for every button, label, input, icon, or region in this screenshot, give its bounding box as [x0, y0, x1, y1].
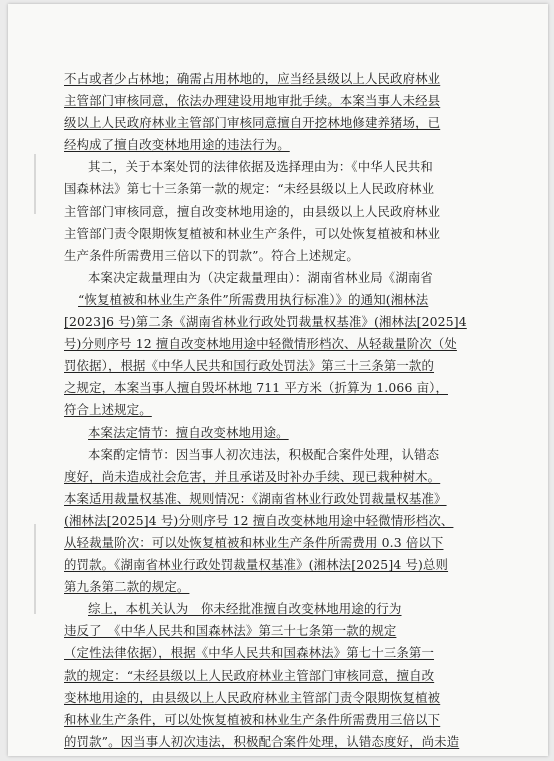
body-line-text: 本案酌定情节：因当事人初次违法，积极配合案件处理，认错态	[88, 446, 440, 462]
body-line-text: 其二，关于本案处罚的法律依据及选择理由为：《中华人民共和	[88, 159, 433, 175]
body-line	[64, 156, 516, 178]
body-line	[64, 620, 516, 642]
body-line	[64, 201, 516, 223]
body-line	[64, 642, 516, 664]
body-line-text: 主管部门审核同意，依法办理建设用地审批手续。本案当事人未经县	[64, 93, 441, 109]
body-line	[64, 178, 516, 200]
body-line-text: [2023]6 号)第二条《湖南省林业行政处罚裁量权基准》(湘林法[2025]4	[64, 314, 467, 330]
body-line-text: 级以上人民政府林业主管部门审核同意擅自开挖林地修建养猪场，已	[64, 115, 441, 131]
body-line-text: 不占或者少占林地；确需占用林地的，应当经县级以上人民政府林业	[64, 71, 441, 86]
body-line-text: “恢复植被和林业生产条件”所需费用执行标准）》的通知(湘林法	[78, 291, 429, 307]
body-line	[64, 333, 516, 355]
body-line	[64, 134, 516, 156]
body-line-text: 度好，尚未造成社会危害，并且承诺及时补办手续、现已栽种树木。	[64, 468, 441, 484]
body-line	[64, 731, 516, 753]
body-line-text: 主管部门审核同意，擅自改变林地用途的，由县级以上人民政府林业	[64, 203, 441, 219]
body-line-text: 之规定，本案当事人擅自毁坏林地 711 平方米（折算为 1.066 亩），	[64, 380, 448, 396]
body-line-text: （定性法律依据），根据《中华人民共和国森林法》第七十三条第一	[64, 645, 435, 661]
body-line	[64, 245, 516, 267]
body-line	[64, 687, 516, 709]
body-line	[64, 289, 516, 311]
body-line-text: 的罚款。《湖南省林业行政处罚裁量权基准》(湘林法[2025]4 号)总则	[64, 557, 449, 573]
body-line-text: 款的规定：“未经县级以上人民政府林业主管部门审核同意，擅自改	[64, 667, 435, 683]
body-line	[64, 466, 516, 488]
body-line	[64, 90, 516, 112]
scan-margin-mark	[34, 524, 36, 614]
body-line	[64, 112, 516, 134]
body-line-text: 违反了 《中华人民共和国森林法》第三十七条第一款的规定	[64, 623, 397, 639]
body-line-text: 号)分则序号 12 擅自改变林地用途中轻微情形档次、从轻裁量阶次（处	[64, 336, 457, 352]
body-line-text: 经构成了擅自改变林地用途的违法行为。	[64, 137, 290, 153]
body-line	[64, 223, 516, 245]
body-line	[64, 532, 516, 554]
body-line	[64, 355, 516, 377]
body-line	[64, 665, 516, 687]
body-line	[64, 68, 516, 90]
body-line-text: 国森林法》第七十三条第一款的规定：“未经县级以上人民政府林业	[64, 181, 435, 197]
body-line-text: 从轻裁量阶次：可以处恢复植被和林业生产条件所需费用 0.3 倍以下	[64, 534, 444, 550]
body-line-text: 本案法定情节：擅自改变林地用途。	[88, 424, 289, 440]
body-line	[64, 598, 516, 620]
body-line-text: 主管部门责令限期恢复植被和林业生产条件，可以处恢复植被和林业	[64, 225, 441, 241]
body-line	[64, 444, 516, 466]
body-line	[64, 267, 516, 289]
body-line	[64, 576, 516, 598]
body-line-text: 和林业生产条件，可以处恢复植被和林业生产条件所需费用三倍以下	[64, 711, 441, 727]
body-line	[64, 709, 516, 731]
body-text	[64, 68, 516, 753]
body-line	[64, 554, 516, 576]
body-line	[64, 311, 516, 333]
body-line	[64, 510, 516, 532]
body-line	[64, 488, 516, 510]
body-line	[64, 399, 516, 421]
body-line-text: 本案适用裁量权基准、规则情况：《湖南省林业行政处罚裁量权基准》	[64, 490, 447, 506]
body-line-text: 第九条第二款的规定。	[64, 579, 190, 595]
body-line-text: 变林地用途的，由县级以上人民政府林业主管部门责令限期恢复植被	[64, 689, 441, 705]
document-page	[8, 4, 548, 756]
body-line	[64, 422, 516, 444]
scan-margin-mark	[34, 154, 36, 214]
body-line-text: 综上，本机关认为 你未经批准擅自改变林地用途的行为	[88, 601, 402, 617]
body-line-text: 符合上述规定。	[64, 402, 152, 418]
body-line	[64, 377, 516, 399]
body-line-text: 生产条件所需费用三倍以下的罚款”。符合上述规定。	[64, 247, 359, 263]
body-line-text: 的罚款”。因当事人初次违法，积极配合案件处理，认错态度好，尚未造	[64, 733, 460, 749]
body-line-text: (湘林法[2025]4 号)分则序号 12 擅自改变林地用途中轻微情形档次、	[64, 512, 454, 528]
body-line-text: 本案决定裁量理由为（决定裁量理由）：湖南省林业局《湖南省	[88, 269, 433, 285]
body-line-text: 罚依据），根据《中华人民共和国行政处罚法》第三十三条第一款的	[64, 358, 435, 374]
